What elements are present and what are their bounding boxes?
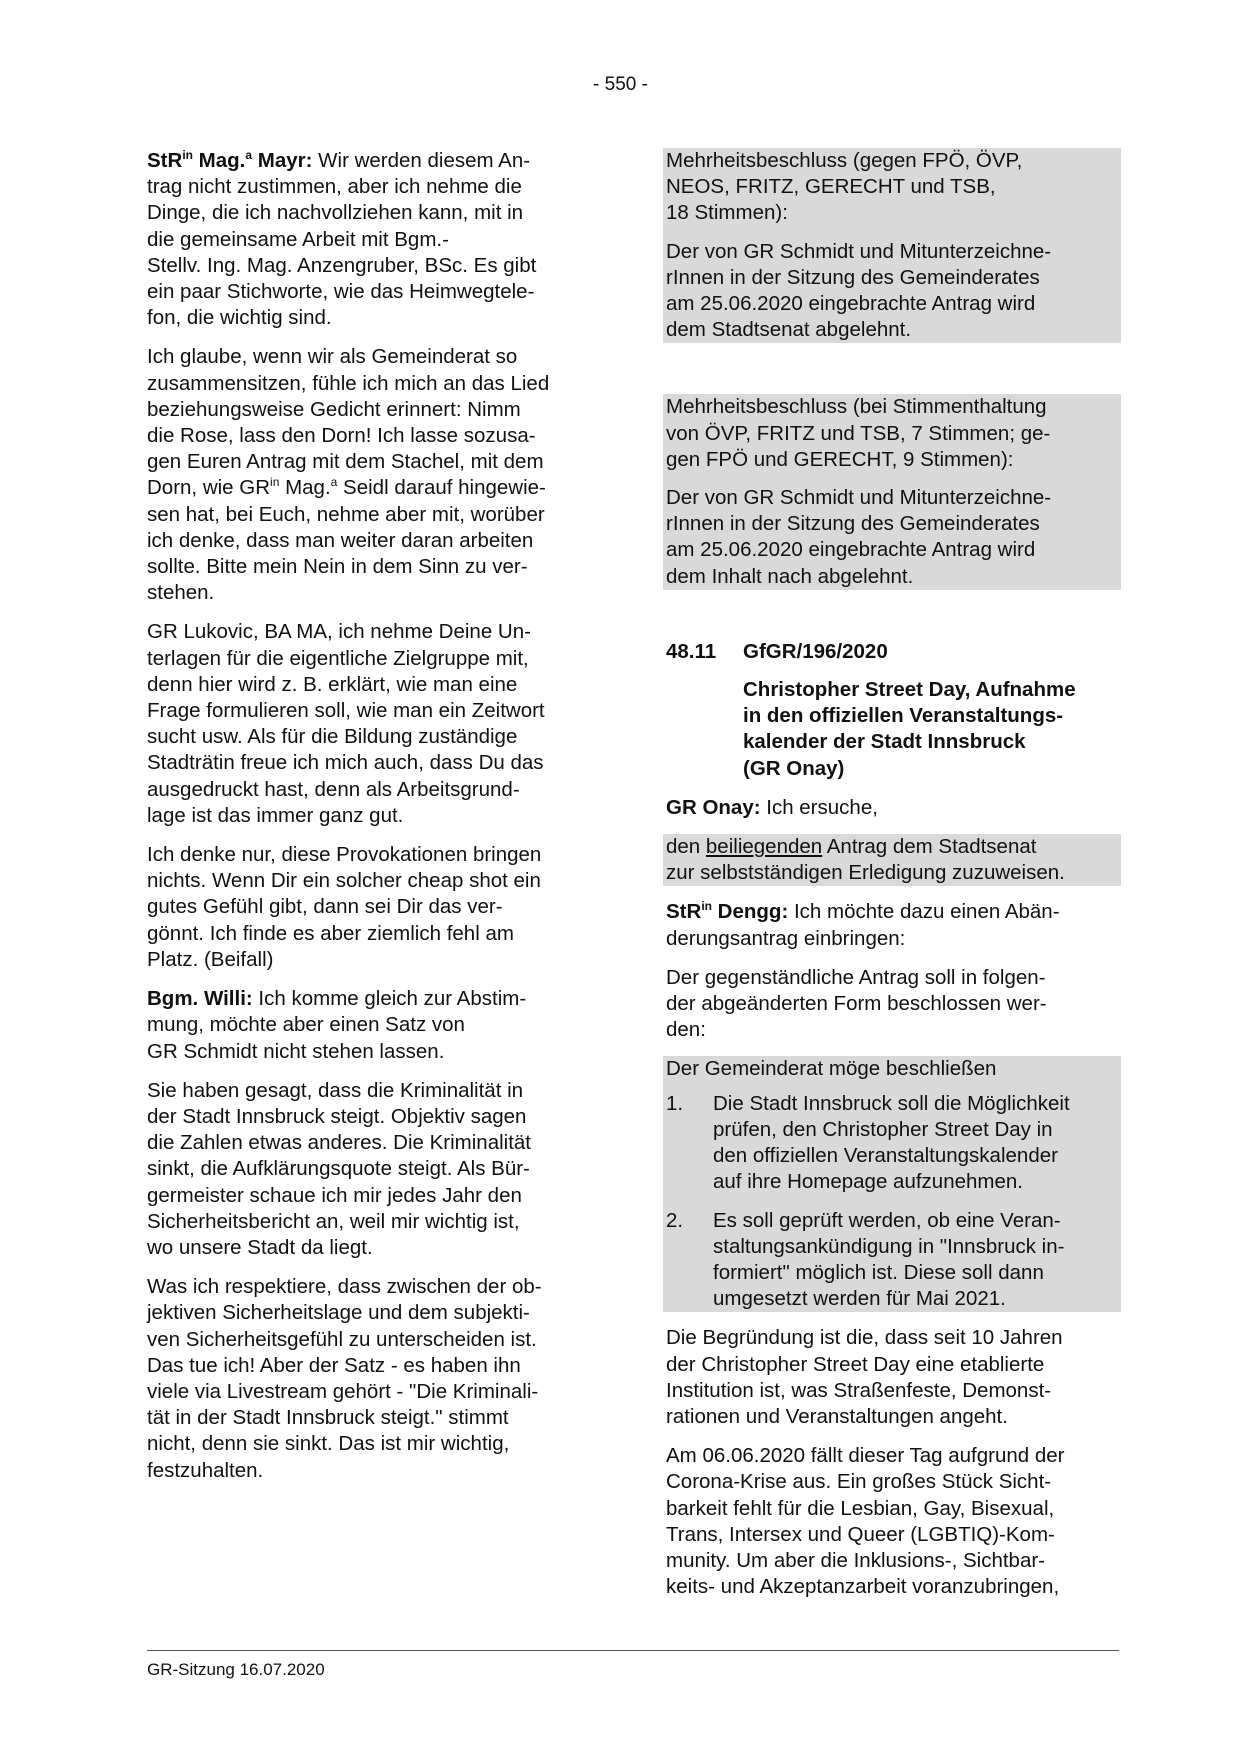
paragraph-line: StR$^{in}$ Dengg: Ich möchte dazu einen Abän- xyxy=(666,899,1060,924)
list-number: 1. xyxy=(666,1091,684,1115)
paragraph-dengg: StR$^{in}$ Dengg: Ich möchte dazu einen Abän- derungsantrag einbringen: xyxy=(666,899,1118,951)
paragraph-lukovic: GR Lukovic, BA MA, ich nehme Deine Un- terlagen für die eigentliche Zielgruppe mit, denn hier wird z. B. erklärt, wie man eine Frage formulieren soll, wie man ein Zeitwort sucht usw. Als für die Bildung zuständige Stadträtin freue ich mich auch, dass Du das ausgedruckt hast, denn als Arbeitsgrund- lage ist das immer ganz gut. xyxy=(147,620,545,827)
spacer xyxy=(666,603,1118,639)
speaker-name: StR$^{in}$ Dengg: xyxy=(666,899,789,924)
resolution-text: Der von GR Schmidt und Mitunterzeichne- rInnen in der Sitzung des Gemeinderates am 25.06.2020 eingebrachte Antrag wird dem Inhalt nach abgelehnt. xyxy=(666,486,1052,588)
section-heading xyxy=(666,639,1118,665)
right-column xyxy=(666,148,1118,1613)
paragraph-line: Dorn, wie $GR^{in}$ Mag.$^a$ Seidl darauf hingewie- xyxy=(147,475,546,500)
paragraph-line: den beiliegenden Antrag dem Stadtsenat xyxy=(666,835,1037,859)
list-text: Die Stadt Innsbruck soll die Möglichkeit prüfen, den Christopher Street Day in den offiziellen Veranstaltungskalender auf ihre Homepage aufzunehmen. xyxy=(713,1091,1070,1194)
paragraph-amendment-intro: Der gegenständliche Antrag soll in folgen- der abgeänderten Form beschlossen wer- den: xyxy=(666,965,1047,1042)
resolution-text: Der von GR Schmidt und Mitunterzeichne- rInnen in der Sitzung des Gemeinderates am 25.06.2020 eingebrachte Antrag wird dem Stadtsenat abgelehnt. xyxy=(666,239,1052,342)
paragraph-kriminalitaet: Sie haben gesagt, dass die Kriminalität in der Stadt Innsbruck steigt. Objektiv sagen die Zahlen etwas anderes. Die Kriminalität sinkt, die Aufklärungsquote steigt. Als Bür- germeister schaue ich mir jedes Jahr den Sicherheitsbericht an, weil mir wichtig ist, wo unsere Stadt da liegt. xyxy=(147,1078,531,1259)
paragraph-begruendung: Die Begründung ist die, dass seit 10 Jahren der Christopher Street Day eine etablierte Institution ist, was Straßenfeste, Demonst- rationen und Veranstaltungen angeht. xyxy=(666,1326,1063,1428)
paragraph-willi: Bgm. Willi: Ich komme gleich zur Abstim- mung, möchte aber einen Satz von GR Schmidt nicht stehen lassen. xyxy=(147,986,595,1065)
speaker-name: GR Onay: xyxy=(666,795,761,819)
page-number: - 550 - xyxy=(593,74,648,95)
resolution-heading: Mehrheitsbeschluss (gegen FPÖ, ÖVP, NEOS, FRITZ, GERECHT und TSB, 18 Stimmen): xyxy=(666,149,1023,225)
section-number: 48.11 xyxy=(666,639,717,663)
paragraph-provokation: Ich denke nur, diese Provokationen bringen nichts. Wenn Dir ein solcher cheap shot ein gutes Gefühl gibt, dann sei Dir das ver- gönnt. Ich finde es aber ziemlich fehl am Platz. (Beifall) xyxy=(147,843,542,971)
request-block: den beiliegenden Antrag dem Stadtsenat zur selbstständigen Erledigung zuzuweisen. xyxy=(663,834,1121,886)
paragraph-line: Bgm. Willi: Ich komme gleich zur Abstim- xyxy=(147,987,527,1011)
paragraph-line: StR$^{in}$ Mag.$^a$ Mayr: Wir werden diesem An- xyxy=(147,148,531,172)
list-item xyxy=(666,1091,1118,1196)
speaker-name: StR$^{in}$ Mag.$^a$ Mayr: xyxy=(147,148,313,172)
paragraph-mayr: StR$^{in}$ Mag.$^a$ Mayr: Wir werden diesem An- trag nicht zustimmen, aber ich nehme die Dinge, die ich nachvollziehen kann, mit in die gemeinsame Arbeit mit Bgm.- Stellv. Ing. Mag. Anzengruber, BSc. Es gibt ein paar Stichworte, wie das Heimwegtele- fon, die wichtig sind. xyxy=(147,148,595,331)
resolution-block-2 xyxy=(663,394,1121,589)
attachment-link[interactable]: beiliegenden xyxy=(705,835,823,859)
footer-text: GR-Sitzung 16.07.2020 xyxy=(147,1660,325,1679)
resolution-block-1 xyxy=(663,148,1121,343)
amendment-block xyxy=(663,1056,1121,1312)
section-code: GfGR/196/2020 xyxy=(743,639,888,663)
paragraph-line: GR Onay: Ich ersuche, xyxy=(666,795,878,819)
list-item xyxy=(666,1208,1118,1313)
paragraph-rose: Ich glaube, wenn wir als Gemeinderat so zusammensitzen, fühle ich mich an das Lied beziehungsweise Gedicht erinnert: Nimm die Rose, lass den Dorn! Ich lasse sozusa- gen Euren Antrag mit dem Stachel, mit dem Dorn, wie $GR^{in}$ Mag.$^a$ Seidl darauf hingewie- sen hat, bei Euch, nehme aber mit, worüber ich denke, dass man weiter daran arbeiten sollte. Bitte mein Nein in dem Sinn zu ver- stehen. xyxy=(147,344,595,606)
paragraph-sicherheit: Was ich respektiere, dass zwischen der ob- jektiven Sicherheitslage und dem subjekti- ven Sicherheitsgefühl zu unterscheiden ist. Das tue ich! Aber der Satz - es haben ihn viele via Livestream gehört - "Die Kriminali- tät in der Stadt Innsbruck steigt." stimmt nicht, denn sie sinkt. Das ist mir wichtig, festzuhalten. xyxy=(147,1275,542,1482)
list-number: 2. xyxy=(666,1208,684,1232)
amendment-heading: Der Gemeinderat möge beschließen xyxy=(666,1057,997,1081)
list-text: Es soll geprüft werden, ob eine Veran- staltungsankündigung in "Innsbruck in- formiert" möglich ist. Diese soll dann umgesetzt werden für Mai 2021. xyxy=(713,1208,1065,1311)
footer-divider xyxy=(147,1650,1119,1651)
resolution-heading: Mehrheitsbeschluss (bei Stimmenthaltung von ÖVP, FRITZ und TSB, 7 Stimmen; ge- gen FPÖ und GERECHT, 9 Stimmen): xyxy=(666,395,1051,471)
paragraph-corona: Am 06.06.2020 fällt dieser Tag aufgrund der Corona-Krise aus. Ein großes Stück Sicht- barkeit fehlt für die Lesbian, Gay, Bisexual, Trans, Intersex und Queer (LGBTIQ)-Kom- munity. Um aber die Inklusions-, Sichtbar- keits- und Akzeptanzarbeit voranzubringen, xyxy=(666,1444,1065,1599)
spacer xyxy=(666,356,1118,394)
spacer xyxy=(666,1196,1118,1208)
paragraph-onay xyxy=(666,795,1118,821)
section-title: Christopher Street Day, Aufnahme in den offiziellen Veranstaltungs- kalender der Stadt Innsbruck (GR Onay) xyxy=(743,678,1076,780)
speaker-name: Bgm. Willi: xyxy=(147,987,253,1011)
left-column xyxy=(147,148,595,1497)
